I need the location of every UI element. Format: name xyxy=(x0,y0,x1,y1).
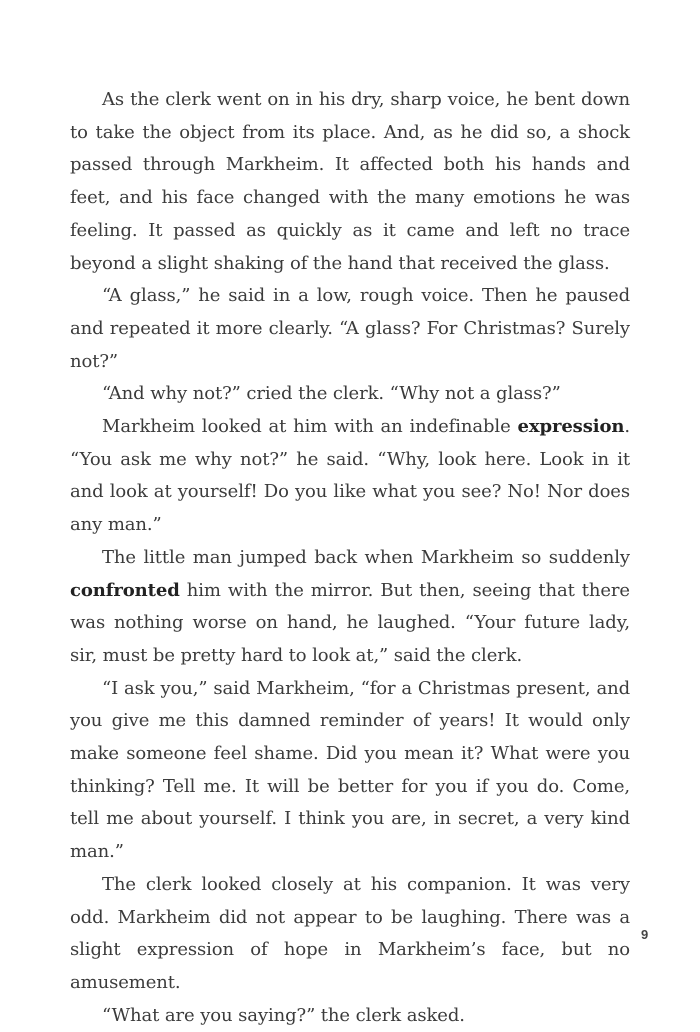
glossary-word: expression xyxy=(517,416,625,438)
page-number: 9 xyxy=(641,927,649,942)
body-text xyxy=(70,84,630,1032)
text-run: “I ask you,” said Markheim, “for a Christmas present, and you give me this damned reminder of years! It would only make someone feel shame. Did you mean it? What were you thinking? Tell me. It will be better for you if you do. Come, tell me about yourself. I think you are, in secret, a very kind man.” xyxy=(70,677,630,863)
text-run: “And why not?” cried the clerk. “Why not a glass?” xyxy=(102,383,561,405)
paragraph xyxy=(70,542,630,673)
paragraph xyxy=(70,673,630,869)
paragraph xyxy=(70,378,630,411)
text-run: Markheim looked at him with an indefinable xyxy=(102,416,518,438)
text-run: The clerk looked closely at his companion. It was very odd. Markheim did not appear to be laughing. There was a slight expression of hope in Markheim’s face, but no amusement. xyxy=(70,873,630,993)
paragraph xyxy=(70,869,630,1000)
glossary-word: confronted xyxy=(70,579,180,601)
text-run: As the clerk went on in his dry, sharp voice, he bent down to take the object from its place. And, as he did so, a shock passed through Markheim. It affected both his hands and feet, and his face changed with the many emotions he was feeling. It passed as quickly as it came and left no trace beyond a slight shaking of the hand that received the glass. xyxy=(70,89,630,274)
text-run: . “You ask me why not?” he said. “Why, look here. Look in it and look at yourself! Do you like what you see? No! Nor does any man.” xyxy=(70,416,630,536)
paragraph xyxy=(70,411,630,542)
text-run: “A glass,” he said in a low, rough voice. Then he paused and repeated it more clearly. “A glass? For Christmas? Surely not?” xyxy=(70,285,630,372)
text-run: The little man jumped back when Markheim so suddenly xyxy=(102,546,630,568)
text-run: “What are you saying?” the clerk asked. xyxy=(102,1004,465,1026)
paragraph xyxy=(70,84,630,280)
text-run: him with the mirror. But then, seeing that there was nothing worse on hand, he laughed. “Your future lady, sir, must be pretty hard to look at,” said the clerk. xyxy=(70,579,630,666)
paragraph xyxy=(70,280,630,378)
paragraph xyxy=(70,1000,630,1032)
